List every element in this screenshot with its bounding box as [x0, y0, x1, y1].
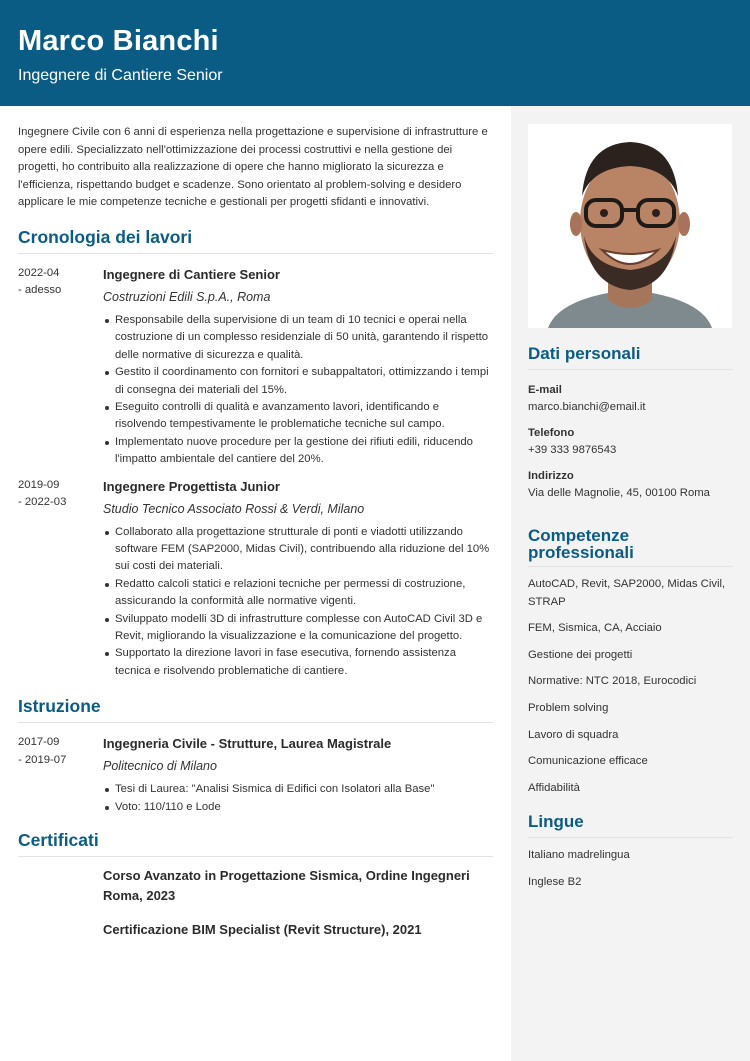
list-item: Supportato la direzione lavori in fase esecutiva, fornendo assistenza tecnica e risolvendo problematiche di cantiere.	[115, 645, 493, 680]
skill-item: AutoCAD, Revit, SAP2000, Midas Civil, STRAP	[528, 578, 726, 608]
list-item: Tesi di Laurea: "Analisi Sismica di Edifici con Isolatori alla Base"	[115, 781, 493, 798]
work-date: 2022-04 - adesso	[18, 266, 62, 297]
languages-section-title: Lingue	[528, 812, 733, 838]
job-company: Studio Tecnico Associato Rossi & Verdi, Milano	[103, 501, 365, 516]
language-item: Italiano madrelingua	[528, 849, 630, 862]
skill-item: Gestione dei progetti	[528, 648, 633, 661]
personal-section-title: Dati personali	[528, 344, 733, 370]
list-item: Gestito il coordinamento con fornitori e subappaltatori, ottimizzando i tempi di consegna dei materiali del 15%.	[115, 364, 493, 399]
phone-value: +39 333 9876543	[528, 444, 617, 456]
education-bullets	[103, 781, 493, 816]
list-item: Redatto calcoli statici e relazioni tecniche per permessi di costruzione, assicurando la conformità alle normative vigenti.	[115, 576, 493, 611]
address-label: Indirizzo	[528, 470, 574, 482]
list-item: Voto: 110/110 e Lode	[115, 799, 493, 816]
certificate-item: Corso Avanzato in Progettazione Sismica, Ordine Ingegneri Roma, 2023	[103, 868, 470, 904]
work-section-title: Cronologia dei lavori	[18, 227, 493, 254]
profile-photo	[528, 124, 732, 328]
skill-item: Lavoro di squadra	[528, 728, 619, 741]
skill-item: FEM, Sismica, CA, Acciaio	[528, 622, 662, 635]
work-date: 2019-09 - 2022-03	[18, 478, 67, 509]
work-entry	[18, 477, 493, 681]
address-value: Via delle Magnolie, 45, 00100 Roma	[528, 487, 710, 499]
skill-item: Problem solving	[528, 701, 609, 714]
education-entry	[18, 734, 493, 816]
sidebar	[511, 106, 750, 1061]
work-entry	[18, 265, 493, 469]
job-role: Ingegnere Progettista Junior	[103, 478, 280, 494]
skill-item: Comunicazione efficace	[528, 755, 648, 768]
candidate-name: Marco Bianchi	[18, 25, 219, 57]
skill-item: Normative: NTC 2018, Eurocodici	[528, 675, 697, 688]
list-item: Eseguito controlli di qualità e avanzamento lavori, identificando e risolvendo tempestivamente le problematiche tecniche sul campo.	[115, 399, 493, 434]
list-item: Implementato nuove procedure per la gestione dei rifiuti edili, riducendo l'impatto ambientale del cantiere del 20%.	[115, 434, 493, 469]
resume-header	[0, 0, 750, 106]
list-item: Responsabile della supervisione di un team di 10 tecnici e operai nella costruzione di un complesso residenziale di 50 unità, garantendo il rispetto delle normative di sicurezza e qualità.	[115, 312, 493, 364]
list-item: Collaborato alla progettazione strutturale di ponti e viadotti utilizzando software FEM (SAP2000, Midas Civil), contribuendo alla riduzione del 10% sui costi dei materiali.	[115, 524, 493, 576]
list-item: Sviluppato modelli 3D di infrastrutture complesse con AutoCAD Civil 3D e Revit, migliorando la visualizzazione e la comunicazione del progetto.	[115, 611, 493, 646]
job-bullets	[103, 312, 493, 469]
skill-item: Affidabilità	[528, 781, 580, 794]
certificate-item: Certificazione BIM Specialist (Revit Structure), 2021	[103, 922, 422, 938]
email-label: E-mail	[528, 384, 562, 396]
job-bullets	[103, 524, 493, 681]
phone-label: Telefono	[528, 427, 575, 439]
email-value: marco.bianchi@email.it	[528, 401, 646, 413]
certificates-section-title: Certificati	[18, 830, 493, 857]
portrait-image	[528, 124, 732, 328]
language-item: Inglese B2	[528, 875, 582, 888]
school-name: Politecnico di Milano	[103, 759, 217, 774]
degree-title: Ingegneria Civile - Strutture, Laurea Magistrale	[103, 736, 392, 752]
education-date: 2017-09 - 2019-07	[18, 736, 67, 766]
job-company: Costruzioni Edili S.p.A., Roma	[103, 289, 271, 304]
job-role: Ingegnere di Cantiere Senior	[103, 266, 280, 282]
profile-summary: Ingegnere Civile con 6 anni di esperienza nella progettazione e supervisione di infrastrutture e opere edili. Specializzato nell'ottimizzazione dei processi costruttivi e nella gestione dei progetti, ho contribuito alla realizzazione di opere che hanno migliorato la sicurezza e l'efficienza, rispettando budget e scadenze. Sono orientato al problem-solving e desidero applicare le mie competenze tecniche e gestionali per progetti sfidanti e innovativi.	[18, 126, 488, 209]
candidate-title: Ingegnere di Cantiere Senior	[18, 67, 223, 84]
education-section-title: Istruzione	[18, 696, 493, 723]
skills-section-title: Competenze professionali	[528, 527, 733, 567]
main-column	[18, 106, 493, 940]
